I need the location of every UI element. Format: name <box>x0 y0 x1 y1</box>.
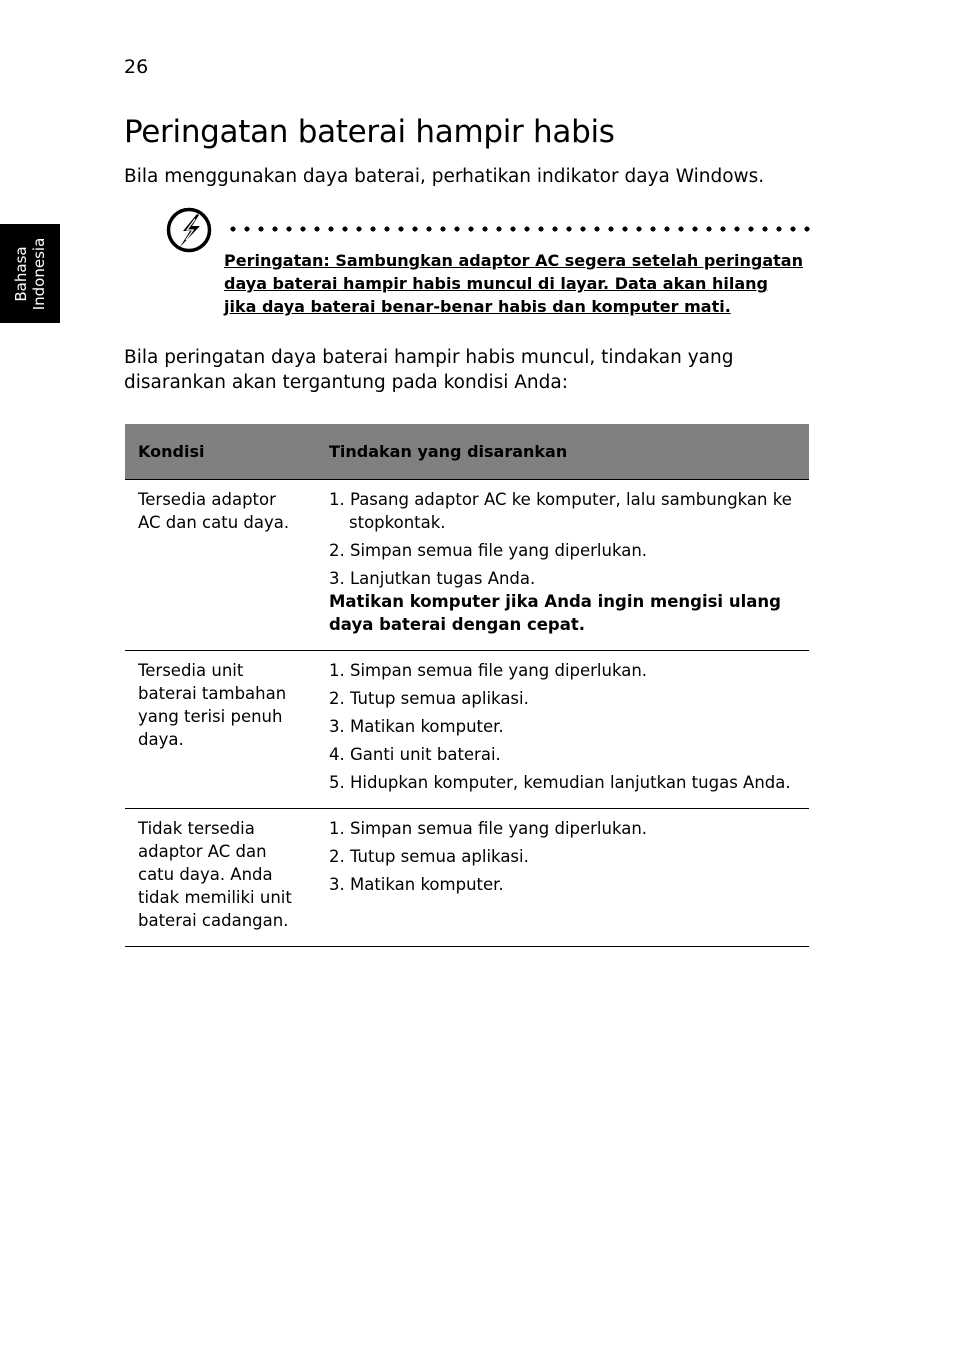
intro-paragraph: Bila menggunakan daya baterai, perhatikan indikator daya Windows. <box>124 166 765 187</box>
step-item: 5. Hidupkan komputer, kemudian lanjutkan tugas Anda. <box>329 773 791 792</box>
steps-list <box>329 817 801 896</box>
step-item: 1. Simpan semua file yang diperlukan. <box>329 819 648 838</box>
step-item: 2. Tutup semua aplikasi. <box>329 689 529 708</box>
header-condition: Kondisi <box>125 424 311 480</box>
step-item: 1. Pasang adaptor AC ke komputer, lalu sambungkan ke stopkontak. <box>329 490 792 532</box>
step-item: 3. Matikan komputer. <box>329 717 504 736</box>
lightning-warning-icon <box>166 207 212 253</box>
step-item: 2. Tutup semua aplikasi. <box>329 847 529 866</box>
steps-list <box>329 488 801 590</box>
action-note: Matikan komputer jika Anda ingin mengisi ulang daya baterai dengan cepat. <box>329 592 781 634</box>
action-cell <box>311 809 809 947</box>
step-item: 1. Simpan semua file yang diperlukan. <box>329 661 648 680</box>
side-tab-line1: Bahasa <box>12 246 30 302</box>
battery-actions-table <box>125 424 809 947</box>
table-row <box>125 480 809 651</box>
step-item: 2. Simpan semua file yang diperlukan. <box>329 541 648 560</box>
action-cell <box>311 651 809 809</box>
action-cell <box>311 480 809 651</box>
language-side-tab <box>0 224 60 323</box>
condition-cell: Tersedia unit baterai tambahan yang terisi penuh daya. <box>125 651 311 809</box>
steps-list <box>329 659 801 794</box>
table-row <box>125 809 809 947</box>
condition-cell: Tersedia adaptor AC dan catu daya. <box>125 480 311 651</box>
step-item: 4. Ganti unit baterai. <box>329 745 501 764</box>
table-header-row <box>125 424 809 480</box>
page-number: 26 <box>124 56 149 78</box>
step-item: 3. Matikan komputer. <box>329 875 504 894</box>
side-tab-line2: Indonesia <box>30 237 48 311</box>
header-action: Tindakan yang disarankan <box>311 424 809 480</box>
page-title: Peringatan baterai hampir habis <box>124 114 615 150</box>
warning-divider-dots <box>226 226 810 232</box>
table-row <box>125 651 809 809</box>
body-paragraph: Bila peringatan daya baterai hampir habis muncul, tindakan yang disarankan akan tergantung pada kondisi Anda: <box>124 347 734 393</box>
step-item: 3. Lanjutkan tugas Anda. <box>329 569 536 588</box>
condition-cell: Tidak tersedia adaptor AC dan catu daya. Anda tidak memiliki unit baterai cadangan. <box>125 809 311 947</box>
warning-text: Peringatan: Sambungkan adaptor AC segera setelah peringatan daya baterai hampir habis muncul di layar. Data akan hilang jika daya baterai benar-benar habis dan komputer mati. <box>224 251 803 316</box>
